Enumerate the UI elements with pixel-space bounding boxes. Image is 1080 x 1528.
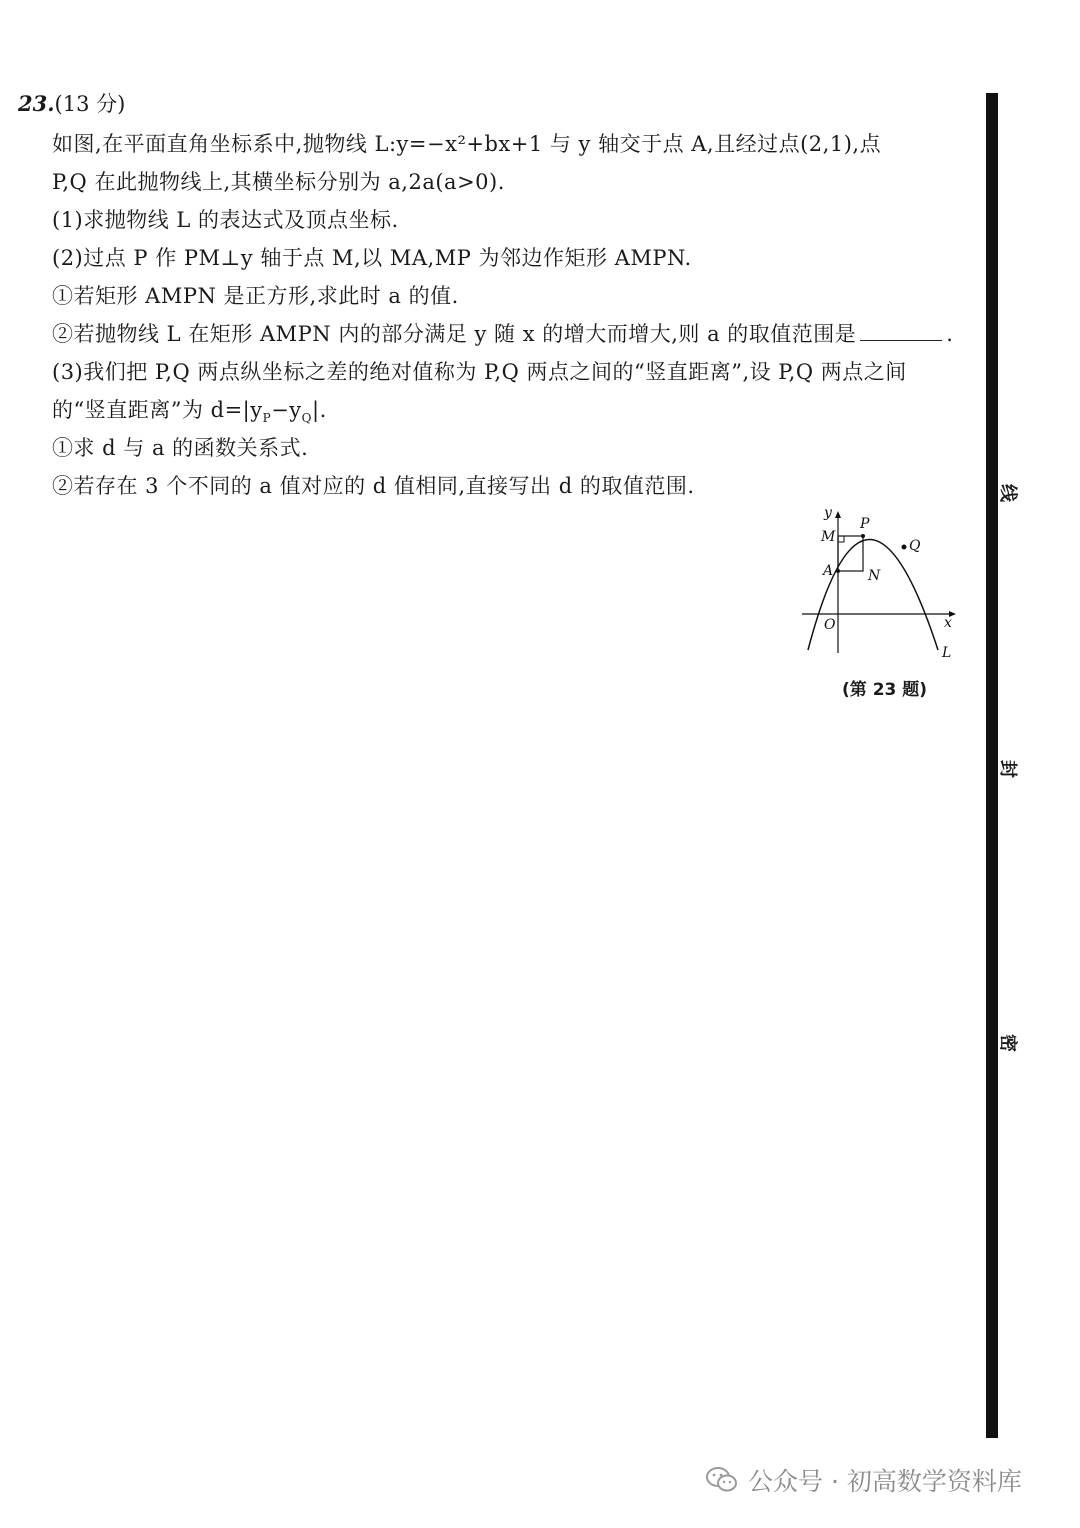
part-2-text: (2)过点 P 作 PM⊥y 轴于点 M,以 MA,MP 为邻边作矩形 AMPN. — [52, 246, 692, 270]
subscript-q: Q — [301, 411, 313, 426]
label-y: y — [824, 505, 832, 521]
part-2-sub-2 — [52, 318, 953, 348]
y-axis-arrow — [835, 511, 841, 518]
part-3-sub-1: ①求 d 与 a 的函数关系式. — [52, 436, 309, 460]
subscript-p: P — [262, 411, 272, 426]
problem-line-2: P,Q 在此抛物线上,其横坐标分别为 a,2a(a>0). — [52, 170, 505, 194]
definition-text: 的“竖直距离”为 d=|y — [52, 398, 263, 422]
parabola-figure — [796, 505, 966, 665]
part-3-definition — [52, 394, 327, 425]
question-header — [18, 88, 125, 118]
label-a: A — [823, 563, 834, 579]
abs-close: |. — [312, 398, 327, 422]
rectangle-ampn — [838, 536, 863, 571]
label-l: L — [942, 645, 952, 661]
point-p — [861, 534, 865, 538]
question-score: (13 分) — [54, 92, 126, 116]
part-2-sub-2-text: ②若抛物线 L 在矩形 AMPN 内的部分满足 y 随 x 的增大而增大,则 a 的取值范围是 — [52, 322, 857, 346]
point-q — [902, 545, 907, 550]
abs-minus: −y — [271, 398, 302, 422]
label-q: Q — [909, 538, 921, 554]
label-o: O — [824, 617, 836, 633]
parabola-curve — [808, 540, 938, 651]
problem-line-1: 如图,在平面直角坐标系中,抛物线 L:y=−x²+bx+1 与 y 轴交于点 A,且经过点(2,1),点 — [52, 132, 882, 156]
label-m: M — [821, 529, 836, 545]
label-x: x — [944, 615, 952, 631]
right-angle-mark — [838, 536, 844, 542]
part-3-text: (3)我们把 P,Q 两点纵坐标之差的绝对值称为 P,Q 两点之间的“竖直距离”,设 P,Q 两点之间 — [52, 360, 907, 384]
wechat-icon — [706, 1466, 738, 1494]
period: . — [946, 322, 954, 346]
watermark-text: 公众号 · 初高数学资料库 — [748, 1467, 1022, 1496]
watermark — [706, 1462, 1022, 1498]
label-n: N — [868, 568, 881, 584]
part-2-sub-1: ①若矩形 AMPN 是正方形,求此时 a 的值. — [52, 284, 459, 308]
figure-caption: (第 23 题) — [842, 680, 928, 700]
label-p: P — [860, 516, 870, 532]
question-number: 23. — [18, 91, 55, 116]
point-a — [836, 569, 840, 573]
margin-char-top: 线 — [997, 484, 1018, 502]
answer-blank — [860, 322, 942, 341]
margin-char-bottom: 密 — [997, 1034, 1018, 1052]
part-1-text: (1)求抛物线 L 的表达式及顶点坐标. — [52, 208, 399, 232]
part-3-sub-2: ②若存在 3 个不同的 a 值对应的 d 值相同,直接写出 d 的取值范围. — [52, 474, 695, 498]
margin-char-middle: 封 — [997, 760, 1018, 778]
